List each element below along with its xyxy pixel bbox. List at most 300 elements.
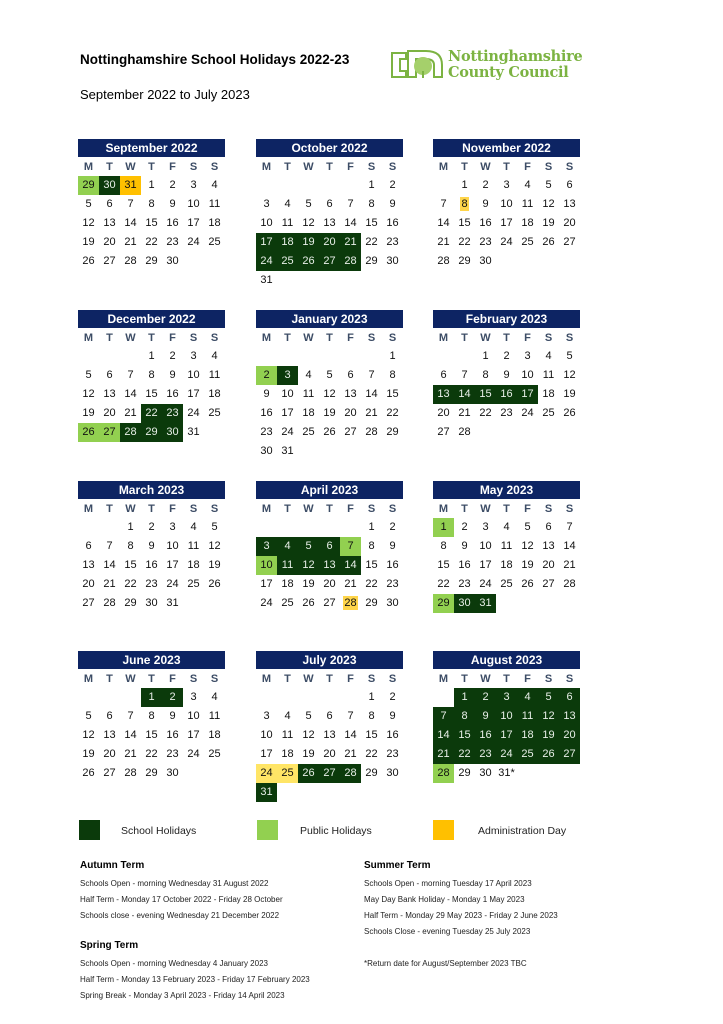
day-cell: [319, 385, 340, 404]
day-grid: [256, 328, 403, 461]
day-number: 7: [127, 369, 134, 381]
day-number: 18: [521, 217, 534, 229]
day-cell: [517, 385, 538, 404]
day-cell: [361, 745, 382, 764]
day-number: 7: [440, 710, 447, 722]
day-cell: [78, 195, 99, 214]
month-calendar: [433, 310, 580, 442]
day-number: 2: [389, 691, 396, 703]
day-cell: [277, 575, 298, 594]
day-cell: [256, 404, 277, 423]
day-number: 17: [281, 407, 294, 419]
day-cell: [538, 518, 559, 537]
day-cell: [361, 195, 382, 214]
day-cell: [99, 726, 120, 745]
day-number: 8: [482, 369, 489, 381]
day-number: 16: [166, 217, 179, 229]
day-cell: [298, 726, 319, 745]
day-number: 3: [263, 198, 270, 210]
day-number: 6: [566, 691, 573, 703]
day-cell: [559, 404, 580, 423]
day-cell: [99, 404, 120, 423]
day-number: 22: [145, 748, 158, 760]
day-number: 31: [260, 274, 273, 286]
day-number: 2: [503, 350, 510, 362]
weekday-header: S: [544, 503, 553, 515]
weekday-header: F: [347, 161, 354, 173]
day-number: 15: [458, 217, 471, 229]
day-number: 7: [440, 198, 447, 210]
day-number: 12: [302, 217, 315, 229]
day-cell: [298, 707, 319, 726]
day-cell: [496, 404, 517, 423]
day-cell: [319, 366, 340, 385]
day-number: 5: [85, 369, 92, 381]
day-cell: [496, 347, 517, 366]
day-cell: [277, 214, 298, 233]
day-cell: [120, 195, 141, 214]
day-number: 25: [521, 236, 534, 248]
day-number: 29: [458, 767, 471, 779]
day-cell: [99, 594, 120, 613]
legend-school-holidays: School Holidays: [121, 825, 197, 837]
day-number: 27: [82, 597, 95, 609]
day-cell: [496, 537, 517, 556]
day-cell: [433, 404, 454, 423]
day-cell: [120, 366, 141, 385]
empty-cell: [277, 176, 298, 195]
day-cell: [433, 385, 454, 404]
day-cell: [559, 518, 580, 537]
day-number: 31: [166, 597, 179, 609]
school-holiday-swatch: [79, 820, 100, 840]
weekday-header: W: [303, 503, 314, 515]
day-number: 30: [386, 597, 399, 609]
day-number: 2: [169, 691, 176, 703]
day-cell: [162, 385, 183, 404]
day-number: 14: [124, 729, 137, 741]
day-number: 8: [148, 198, 155, 210]
day-cell: [496, 176, 517, 195]
day-cell: [496, 556, 517, 575]
day-number: 30: [166, 767, 179, 779]
day-cell: [183, 518, 204, 537]
day-cell: [340, 726, 361, 745]
day-number: 13: [563, 710, 576, 722]
weekday-header: T: [461, 503, 468, 515]
day-cell: [559, 366, 580, 385]
day-cell: [361, 537, 382, 556]
day-cell: [162, 688, 183, 707]
day-cell: [475, 707, 496, 726]
day-number: 8: [461, 198, 468, 210]
day-cell: [382, 688, 403, 707]
day-cell: [120, 176, 141, 195]
day-number: 19: [208, 559, 221, 571]
day-number: 19: [521, 559, 534, 571]
day-number: 17: [260, 748, 273, 760]
day-cell: [475, 195, 496, 214]
day-cell: [298, 764, 319, 783]
day-cell: [78, 176, 99, 195]
empty-cell: [277, 347, 298, 366]
weekday-header: S: [189, 161, 198, 173]
day-cell: [298, 556, 319, 575]
day-number: 10: [260, 559, 273, 571]
weekday-header: M: [438, 332, 449, 344]
day-number: 4: [305, 369, 312, 381]
weekday-header: T: [326, 332, 333, 344]
day-number: 29: [365, 255, 378, 267]
day-cell: [538, 347, 559, 366]
day-number: 28: [437, 255, 450, 267]
day-number: 24: [260, 255, 273, 267]
day-cell: [319, 726, 340, 745]
day-cell: [120, 745, 141, 764]
month-calendar: [78, 651, 225, 783]
day-cell: [454, 518, 475, 537]
month-title: April 2023: [256, 481, 403, 499]
weekday-header: W: [480, 161, 491, 173]
day-number: 10: [500, 710, 513, 722]
day-number: 10: [260, 217, 273, 229]
day-number: 21: [563, 559, 576, 571]
day-number: 3: [482, 521, 489, 533]
day-cell: [559, 745, 580, 764]
day-number: 25: [281, 767, 294, 779]
day-cell: [277, 726, 298, 745]
day-cell: [475, 214, 496, 233]
autumn-line: Schools Open - morning Wednesday 31 August 2022: [80, 879, 269, 888]
day-number: 5: [85, 198, 92, 210]
day-number: 30: [145, 597, 158, 609]
day-number: 5: [524, 521, 531, 533]
day-number: 16: [479, 217, 492, 229]
day-cell: [256, 233, 277, 252]
day-number: 22: [365, 236, 378, 248]
day-cell: [183, 195, 204, 214]
day-cell: [256, 537, 277, 556]
day-cell: [162, 233, 183, 252]
day-cell: [141, 707, 162, 726]
day-number: 30: [260, 445, 273, 457]
day-number: 8: [148, 710, 155, 722]
autumn-line: Half Term - Monday 17 October 2022 - Friday 28 October: [80, 895, 283, 904]
day-cell: [141, 556, 162, 575]
day-cell: [382, 385, 403, 404]
day-cell: [256, 214, 277, 233]
day-number: 5: [305, 198, 312, 210]
day-number: 6: [106, 710, 113, 722]
day-number: 28: [344, 597, 357, 609]
day-cell: [454, 233, 475, 252]
day-number: 9: [263, 388, 270, 400]
day-number: 11: [208, 198, 221, 210]
day-number: 4: [503, 521, 510, 533]
day-cell: [475, 575, 496, 594]
day-number: 31: [479, 597, 492, 609]
day-cell: [120, 726, 141, 745]
weekday-header: T: [284, 503, 291, 515]
day-cell: [454, 556, 475, 575]
day-number: 28: [563, 578, 576, 590]
day-number: 1: [461, 179, 468, 191]
day-number: 9: [169, 369, 176, 381]
month-title: June 2023: [78, 651, 225, 669]
weekday-header: S: [544, 161, 553, 173]
day-cell: [204, 347, 225, 366]
day-number: 14: [124, 217, 137, 229]
day-cell: [454, 252, 475, 271]
day-cell: [454, 195, 475, 214]
day-cell: [204, 214, 225, 233]
day-number: 29: [458, 255, 471, 267]
weekday-header: W: [303, 332, 314, 344]
weekday-header: S: [388, 332, 397, 344]
weekday-header: T: [326, 161, 333, 173]
day-cell: [162, 176, 183, 195]
day-cell: [496, 233, 517, 252]
day-number: 11: [500, 540, 513, 552]
day-cell: [319, 556, 340, 575]
weekday-header: S: [189, 332, 198, 344]
day-cell: [162, 726, 183, 745]
day-cell: [78, 745, 99, 764]
day-number: 24: [521, 407, 534, 419]
day-cell: [204, 385, 225, 404]
day-cell: [433, 575, 454, 594]
day-cell: [277, 252, 298, 271]
weekday-header: F: [347, 503, 354, 515]
day-cell: [454, 214, 475, 233]
day-cell: [277, 366, 298, 385]
day-cell: [559, 176, 580, 195]
day-number: 30: [386, 767, 399, 779]
day-number: 17: [187, 217, 200, 229]
weekday-header: S: [367, 332, 376, 344]
day-number: 17: [521, 388, 534, 400]
weekday-header: F: [347, 332, 354, 344]
day-cell: [298, 385, 319, 404]
day-number: 31: [124, 179, 137, 191]
weekday-header: T: [106, 673, 113, 685]
day-cell: [454, 385, 475, 404]
empty-cell: [298, 347, 319, 366]
day-cell: [141, 176, 162, 195]
day-cell: [517, 518, 538, 537]
day-cell: [78, 404, 99, 423]
day-cell: [120, 233, 141, 252]
day-number: 6: [326, 710, 333, 722]
summer-line: Half Term - Monday 29 May 2023 - Friday 2 June 2023: [364, 911, 558, 920]
weekday-header: T: [148, 332, 155, 344]
day-cell: [319, 745, 340, 764]
summer-line: May Day Bank Holiday - Monday 1 May 2023: [364, 895, 525, 904]
day-cell: [382, 707, 403, 726]
day-cell: [162, 404, 183, 423]
day-cell: [475, 688, 496, 707]
day-cell: [99, 233, 120, 252]
day-number: 14: [437, 217, 450, 229]
day-number: 9: [148, 540, 155, 552]
day-number: 15: [437, 559, 450, 571]
empty-cell: [99, 688, 120, 707]
day-number: 12: [82, 729, 95, 741]
page-title: Nottinghamshire School Holidays 2022-23: [80, 52, 350, 67]
day-number: 21: [437, 748, 450, 760]
day-number: 2: [389, 179, 396, 191]
day-number: 14: [103, 559, 116, 571]
day-cell: [120, 518, 141, 537]
day-number: 12: [208, 540, 221, 552]
day-cell: [340, 366, 361, 385]
day-cell: [517, 726, 538, 745]
day-number: 19: [82, 748, 95, 760]
day-cell: [298, 745, 319, 764]
weekday-header: M: [83, 673, 94, 685]
summer-term-heading: Summer Term: [364, 860, 431, 871]
day-number: 26: [542, 236, 555, 248]
day-cell: [382, 575, 403, 594]
day-number: 14: [344, 559, 357, 571]
day-number: 2: [482, 179, 489, 191]
admin-day-swatch: [433, 820, 454, 840]
autumn-line: Schools close - evening Wednesday 21 December 2022: [80, 911, 280, 920]
day-cell: [517, 214, 538, 233]
day-cell: [340, 195, 361, 214]
day-number: 7: [106, 540, 113, 552]
day-cell: [256, 575, 277, 594]
logo-text-line1: Nottinghamshire: [448, 48, 583, 65]
day-number: 1: [148, 691, 155, 703]
day-cell: [99, 764, 120, 783]
weekday-header: W: [125, 673, 136, 685]
day-cell: [538, 404, 559, 423]
weekday-header: W: [125, 503, 136, 515]
weekday-header: M: [261, 503, 272, 515]
day-cell: [277, 195, 298, 214]
day-number: 22: [458, 236, 471, 248]
weekday-header: T: [106, 161, 113, 173]
day-number: 6: [440, 369, 447, 381]
day-number: 7: [127, 710, 134, 722]
day-number: 25: [208, 748, 221, 760]
spring-line: Schools Open - morning Wednesday 4 January 2023: [80, 959, 268, 968]
month-title: November 2022: [433, 139, 580, 157]
day-number: 22: [437, 578, 450, 590]
day-cell: [120, 707, 141, 726]
day-number: 3: [524, 350, 531, 362]
day-number: 3: [190, 691, 197, 703]
day-number: 22: [386, 407, 399, 419]
weekday-header: T: [284, 332, 291, 344]
weekday-header: S: [367, 161, 376, 173]
day-cell: [454, 688, 475, 707]
day-cell: [256, 271, 277, 290]
day-cell: [204, 176, 225, 195]
day-number: 2: [148, 521, 155, 533]
day-cell: [141, 575, 162, 594]
day-cell: [162, 594, 183, 613]
empty-cell: [99, 518, 120, 537]
day-cell: [496, 707, 517, 726]
spring-line: Spring Break - Monday 3 April 2023 - Friday 14 April 2023: [80, 991, 285, 1000]
day-cell: [433, 233, 454, 252]
day-number: 22: [479, 407, 492, 419]
day-cell: [433, 594, 454, 613]
empty-cell: [340, 688, 361, 707]
day-number: 12: [82, 217, 95, 229]
weekday-header: W: [125, 332, 136, 344]
day-cell: [538, 385, 559, 404]
day-number: 9: [503, 369, 510, 381]
day-number: 17: [260, 236, 273, 248]
empty-cell: [319, 688, 340, 707]
day-number: 11: [302, 388, 315, 400]
day-number: 3: [169, 521, 176, 533]
weekday-header: M: [261, 161, 272, 173]
day-number: 16: [500, 388, 513, 400]
day-number: 2: [263, 369, 270, 381]
day-cell: [496, 575, 517, 594]
day-number: 16: [166, 388, 179, 400]
day-number: 27: [323, 597, 336, 609]
day-cell: [517, 195, 538, 214]
day-number: 3: [503, 179, 510, 191]
day-number: 24: [187, 236, 200, 248]
day-cell: [559, 688, 580, 707]
day-cell: [361, 176, 382, 195]
month-calendar: [256, 651, 403, 802]
day-number: 7: [127, 198, 134, 210]
day-cell: [361, 764, 382, 783]
day-cell: [340, 764, 361, 783]
day-number: 4: [190, 521, 197, 533]
day-number: 29: [145, 426, 158, 438]
day-number: 21: [103, 578, 116, 590]
day-number: 13: [563, 198, 576, 210]
day-cell: [162, 575, 183, 594]
day-number: 19: [542, 217, 555, 229]
day-number: 12: [542, 710, 555, 722]
day-cell: [496, 214, 517, 233]
day-number: 13: [103, 729, 116, 741]
weekday-header: S: [544, 673, 553, 685]
day-number: 5: [545, 691, 552, 703]
day-cell: [382, 195, 403, 214]
day-number: 28: [124, 767, 137, 779]
council-logo: [390, 47, 590, 83]
day-number: 11: [542, 369, 555, 381]
month-calendar: [256, 310, 403, 461]
day-cell: [277, 233, 298, 252]
weekday-header: F: [524, 673, 531, 685]
day-cell: [475, 556, 496, 575]
day-number: 20: [82, 578, 95, 590]
day-cell: [319, 707, 340, 726]
weekday-header: W: [480, 332, 491, 344]
day-cell: [204, 404, 225, 423]
day-cell: [162, 745, 183, 764]
day-number: 24: [260, 767, 273, 779]
empty-cell: [120, 688, 141, 707]
day-number: 15: [458, 729, 471, 741]
day-number: 3: [263, 710, 270, 722]
day-cell: [277, 594, 298, 613]
weekday-header: M: [261, 673, 272, 685]
day-number: 13: [82, 559, 95, 571]
day-number: 20: [323, 236, 336, 248]
